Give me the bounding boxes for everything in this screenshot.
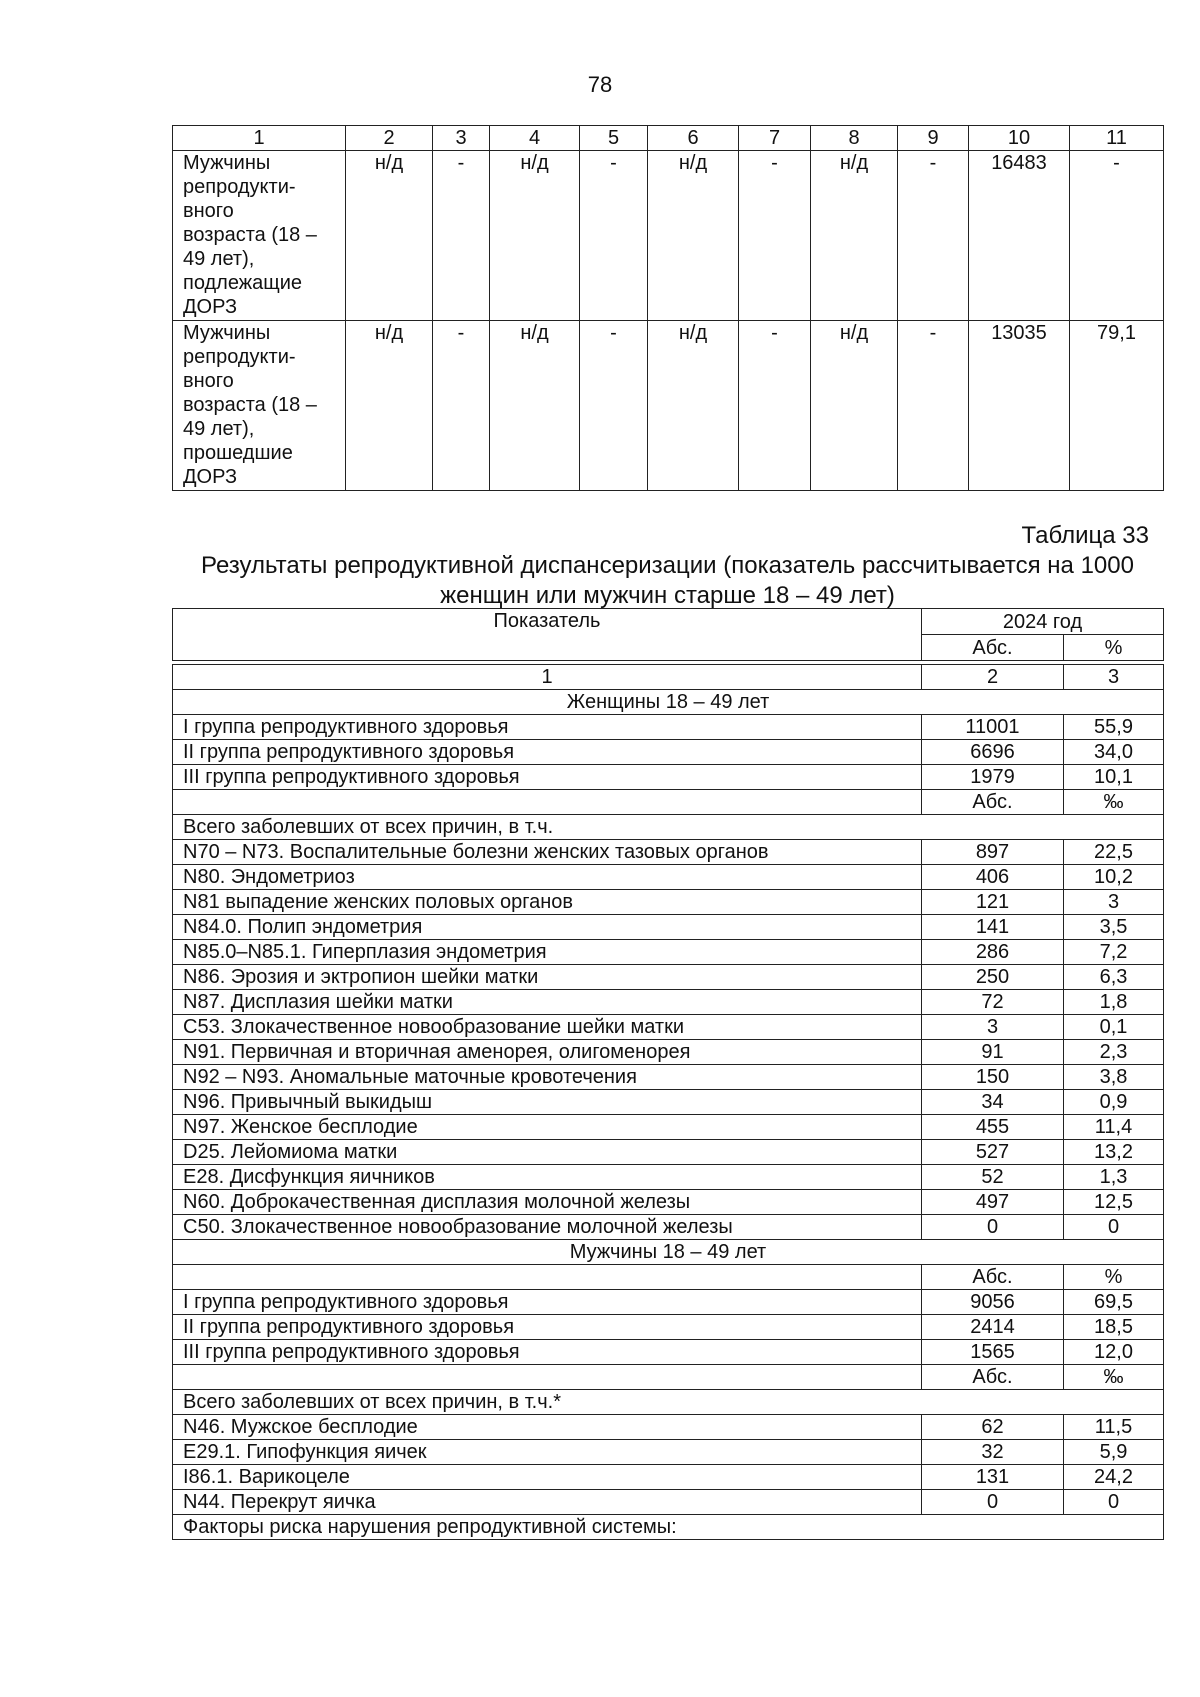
column-numbers-row <box>173 665 1164 690</box>
abs-value: 121 <box>922 890 1064 915</box>
table-row <box>173 1190 1164 1215</box>
rate-value: ‰ <box>1064 790 1164 815</box>
table-row <box>173 1365 1164 1390</box>
abs-value: 150 <box>922 1065 1064 1090</box>
rate-value: 3,8 <box>1064 1065 1164 1090</box>
row-label: III группа репродуктивного здоровья <box>173 1340 922 1365</box>
table-cell: - <box>739 321 811 491</box>
row-label: N87. Дисплазия шейки матки <box>173 990 922 1015</box>
row-label: N44. Перекрут яичка <box>173 1490 922 1515</box>
abs-value: 0 <box>922 1215 1064 1240</box>
rate-value: 3,5 <box>1064 915 1164 940</box>
abs-value: 9056 <box>922 1290 1064 1315</box>
abs-value: 1565 <box>922 1340 1064 1365</box>
rate-value: 0 <box>1064 1215 1164 1240</box>
table-cell: н/д <box>811 151 898 321</box>
row-label: Мужчины репродукти- вного возраста (18 – 49 лет), прошедшие ДОРЗ <box>173 321 346 491</box>
abs-value: 897 <box>922 840 1064 865</box>
table-row <box>173 1465 1164 1490</box>
rate-value: 1,3 <box>1064 1165 1164 1190</box>
dorz-men-table <box>172 125 1164 491</box>
column-number: 8 <box>811 126 898 151</box>
row-label: C50. Злокачественное новообразование молочной железы <box>173 1215 922 1240</box>
rate-value: 55,9 <box>1064 715 1164 740</box>
table-row <box>173 840 1164 865</box>
table-cell: н/д <box>346 151 433 321</box>
row-label: Факторы риска нарушения репродуктивной системы: <box>173 1515 1164 1540</box>
row-label: III группа репродуктивного здоровья <box>173 765 922 790</box>
table-row <box>173 790 1164 815</box>
section-title: Женщины 18 – 49 лет <box>173 690 1164 715</box>
row-label: N85.0–N85.1. Гиперплазия эндометрия <box>173 940 922 965</box>
table-cell: 13035 <box>969 321 1070 491</box>
abs-value: 3 <box>922 1015 1064 1040</box>
table-row <box>173 1315 1164 1340</box>
column-number: 2 <box>922 665 1064 690</box>
table-cell: 79,1 <box>1070 321 1164 491</box>
rate-value: 3 <box>1064 890 1164 915</box>
row-label: II группа репродуктивного здоровья <box>173 740 922 765</box>
rate-value: 11,4 <box>1064 1115 1164 1140</box>
abs-value: 406 <box>922 865 1064 890</box>
column-number: 4 <box>490 126 580 151</box>
row-label: N81 выпадение женских половых органов <box>173 890 922 915</box>
row-label: N84.0. Полип эндометрия <box>173 915 922 940</box>
table-row <box>173 715 1164 740</box>
table-row <box>173 1265 1164 1290</box>
column-number: 5 <box>580 126 648 151</box>
table-cell: 16483 <box>969 151 1070 321</box>
row-label: N86. Эрозия и эктропион шейки матки <box>173 965 922 990</box>
table-row <box>173 990 1164 1015</box>
row-label: N97. Женское бесплодие <box>173 1115 922 1140</box>
table-row <box>173 1290 1164 1315</box>
abs-value: 6696 <box>922 740 1064 765</box>
row-label: N70 – N73. Воспалительные болезни женских тазовых органов <box>173 840 922 865</box>
abs-value: Абс. <box>922 1265 1064 1290</box>
row-label <box>173 1365 922 1390</box>
abs-value: 141 <box>922 915 1064 940</box>
table-cell: н/д <box>811 321 898 491</box>
table-cell: - <box>739 151 811 321</box>
rate-value: 1,8 <box>1064 990 1164 1015</box>
table-cell: - <box>898 151 969 321</box>
table-row <box>173 1165 1164 1190</box>
abs-value: 131 <box>922 1465 1064 1490</box>
table-row <box>173 915 1164 940</box>
rate-value: 13,2 <box>1064 1140 1164 1165</box>
table-row <box>173 1490 1164 1515</box>
abs-value: 250 <box>922 965 1064 990</box>
row-label: I группа репродуктивного здоровья <box>173 1290 922 1315</box>
column-number: 1 <box>173 665 922 690</box>
row-label: N60. Доброкачественная дисплазия молочной железы <box>173 1190 922 1215</box>
row-label: D25. Лейомиома матки <box>173 1140 922 1165</box>
table-title: Результаты репродуктивной диспансеризации (показатель рассчитывается на 1000 женщин или мужчин старше 18 – 49 лет) <box>201 552 1134 609</box>
table-cell: н/д <box>346 321 433 491</box>
rate-value: ‰ <box>1064 1365 1164 1390</box>
table-cell: н/д <box>648 151 739 321</box>
abs-value: 34 <box>922 1090 1064 1115</box>
rate-value: 22,5 <box>1064 840 1164 865</box>
table-row <box>173 865 1164 890</box>
abs-value: 11001 <box>922 715 1064 740</box>
table-row <box>173 1040 1164 1065</box>
column-number: 6 <box>648 126 739 151</box>
row-label: N46. Мужское бесплодие <box>173 1415 922 1440</box>
table-cell: - <box>898 321 969 491</box>
header-year: 2024 год <box>922 609 1164 635</box>
table-row <box>173 965 1164 990</box>
table-header-row <box>173 126 1164 151</box>
row-label: N96. Привычный выкидыш <box>173 1090 922 1115</box>
rate-value: 0,1 <box>1064 1015 1164 1040</box>
row-label: C53. Злокачественное новообразование шейки матки <box>173 1015 922 1040</box>
abs-value: 52 <box>922 1165 1064 1190</box>
abs-value: 62 <box>922 1415 1064 1440</box>
column-number: 2 <box>346 126 433 151</box>
table-cell: - <box>1070 151 1164 321</box>
rate-value: 12,0 <box>1064 1340 1164 1365</box>
abs-value: 0 <box>922 1490 1064 1515</box>
row-label: Всего заболевших от всех причин, в т.ч.* <box>173 1390 1164 1415</box>
column-number: 3 <box>1064 665 1164 690</box>
rate-value: % <box>1064 1265 1164 1290</box>
table-header-row <box>173 609 1164 635</box>
table-row <box>173 1115 1164 1140</box>
rate-value: 18,5 <box>1064 1315 1164 1340</box>
table-cell: - <box>580 321 648 491</box>
table-row <box>173 740 1164 765</box>
column-number: 7 <box>739 126 811 151</box>
rate-value: 11,5 <box>1064 1415 1164 1440</box>
row-label: I группа репродуктивного здоровья <box>173 715 922 740</box>
rate-value: 34,0 <box>1064 740 1164 765</box>
table-cell: н/д <box>490 151 580 321</box>
table-cell: н/д <box>648 321 739 491</box>
rate-value: 5,9 <box>1064 1440 1164 1465</box>
page-number: 78 <box>587 72 613 97</box>
rate-value: 10,2 <box>1064 865 1164 890</box>
table-row <box>173 1140 1164 1165</box>
table-cell: - <box>433 151 490 321</box>
table-cell: - <box>433 321 490 491</box>
column-number: 9 <box>898 126 969 151</box>
rate-value: 10,1 <box>1064 765 1164 790</box>
row-label <box>173 1265 922 1290</box>
row-label <box>173 790 922 815</box>
abs-value: 286 <box>922 940 1064 965</box>
abs-value: Абс. <box>922 1365 1064 1390</box>
column-number: 3 <box>433 126 490 151</box>
section-row <box>173 690 1164 715</box>
header-pct: % <box>1064 635 1164 661</box>
abs-value: 527 <box>922 1140 1064 1165</box>
table-row <box>173 151 1164 321</box>
section-row <box>173 1240 1164 1265</box>
row-label: N92 – N93. Аномальные маточные кровотечения <box>173 1065 922 1090</box>
row-label: N91. Первичная и вторичная аменорея, олигоменорея <box>173 1040 922 1065</box>
table-row <box>173 321 1164 491</box>
row-label: I86.1. Варикоцеле <box>173 1465 922 1490</box>
table-row <box>173 765 1164 790</box>
rate-value: 0,9 <box>1064 1090 1164 1115</box>
abs-value: 1979 <box>922 765 1064 790</box>
rate-value: 2,3 <box>1064 1040 1164 1065</box>
header-abs: Абс. <box>922 635 1064 661</box>
column-number: 1 <box>173 126 346 151</box>
table-row <box>173 1090 1164 1115</box>
row-label: E28. Дисфункция яичников <box>173 1165 922 1190</box>
table-cell: н/д <box>490 321 580 491</box>
table-row <box>173 1415 1164 1440</box>
rate-value: 12,5 <box>1064 1190 1164 1215</box>
reproductive-results-table <box>172 608 1164 1540</box>
abs-value: 72 <box>922 990 1064 1015</box>
table-row <box>173 1390 1164 1415</box>
abs-value: Абс. <box>922 790 1064 815</box>
abs-value: 455 <box>922 1115 1064 1140</box>
row-label: E29.1. Гипофункция яичек <box>173 1440 922 1465</box>
table-row <box>173 1440 1164 1465</box>
rate-value: 7,2 <box>1064 940 1164 965</box>
row-label: Всего заболевших от всех причин, в т.ч. <box>173 815 1164 840</box>
column-number: 10 <box>969 126 1070 151</box>
row-label: Мужчины репродукти- вного возраста (18 – 49 лет), подлежащие ДОРЗ <box>173 151 346 321</box>
table-cell: - <box>580 151 648 321</box>
rate-value: 69,5 <box>1064 1290 1164 1315</box>
section-title: Мужчины 18 – 49 лет <box>173 1240 1164 1265</box>
table-row <box>173 890 1164 915</box>
row-label: II группа репродуктивного здоровья <box>173 1315 922 1340</box>
rate-value: 24,2 <box>1064 1465 1164 1490</box>
table-row <box>173 1340 1164 1365</box>
abs-value: 2414 <box>922 1315 1064 1340</box>
table-number: Таблица 33 <box>1021 522 1149 549</box>
table-row <box>173 815 1164 840</box>
column-number: 11 <box>1070 126 1164 151</box>
header-indicator: Показатель <box>173 609 922 661</box>
rate-value: 0 <box>1064 1490 1164 1515</box>
abs-value: 497 <box>922 1190 1064 1215</box>
table-row <box>173 1065 1164 1090</box>
table-row <box>173 1515 1164 1540</box>
abs-value: 91 <box>922 1040 1064 1065</box>
rate-value: 6,3 <box>1064 965 1164 990</box>
table-row <box>173 940 1164 965</box>
table-row <box>173 1215 1164 1240</box>
abs-value: 32 <box>922 1440 1064 1465</box>
table-row <box>173 1015 1164 1040</box>
row-label: N80. Эндометриоз <box>173 865 922 890</box>
